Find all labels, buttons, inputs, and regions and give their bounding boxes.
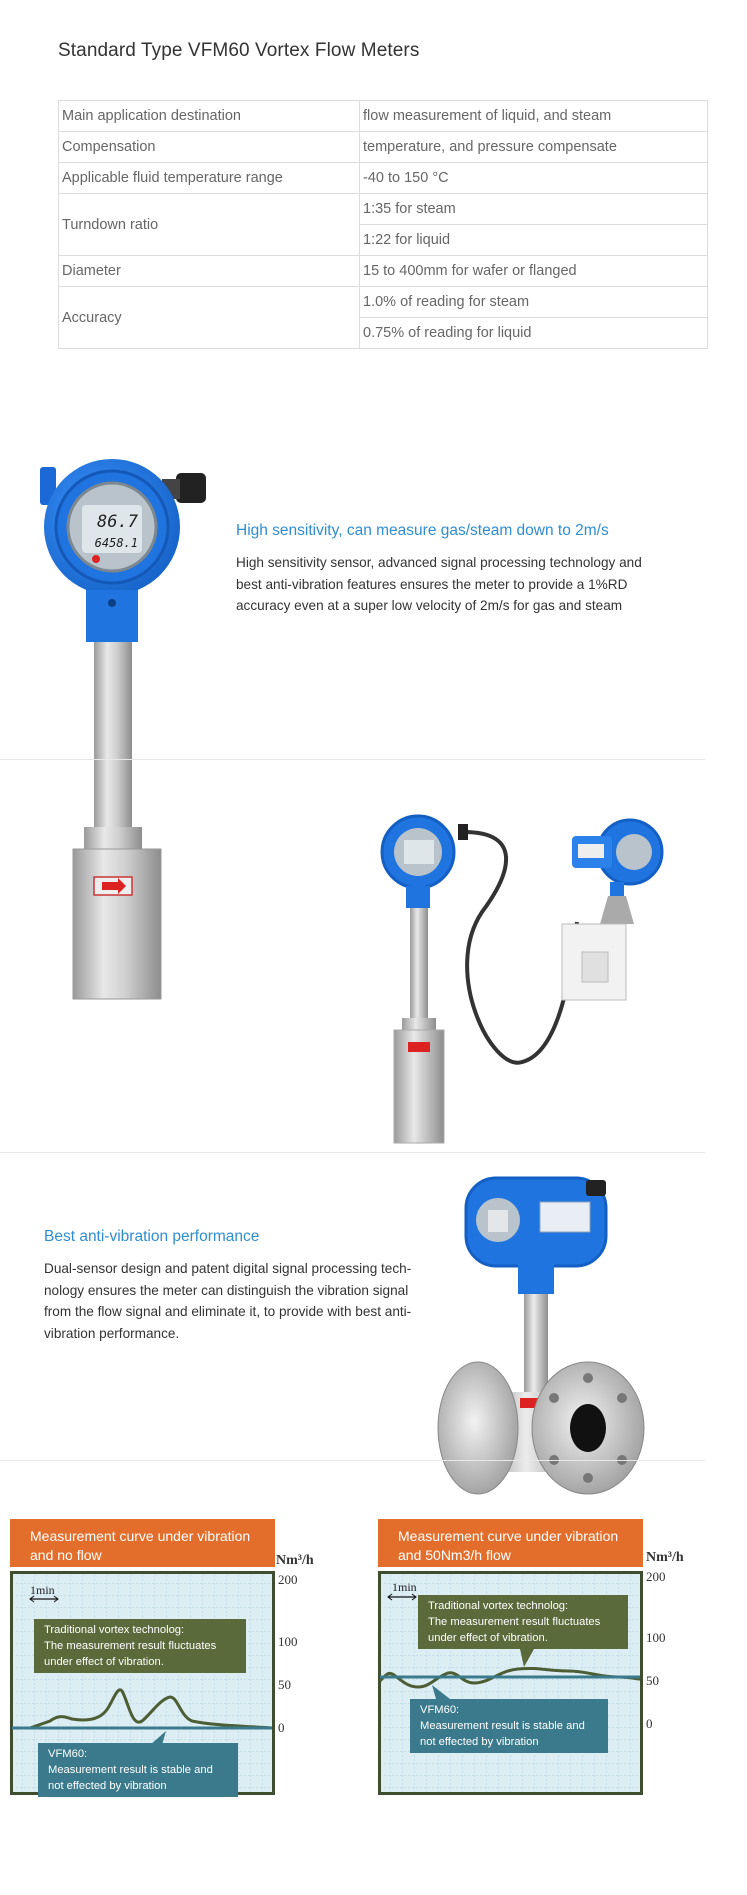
vortex-meter-flanged-image bbox=[436, 1172, 648, 1497]
callout-line: Measurement result is stable and bbox=[420, 1720, 585, 1732]
feature-body-line: nology ensures the meter can distinguish the vibration signal bbox=[44, 1282, 409, 1298]
section-divider bbox=[0, 1460, 705, 1461]
table-row bbox=[59, 101, 708, 132]
callout-vfm60 bbox=[410, 1699, 608, 1753]
lcd-line-2: 6458.1 bbox=[94, 536, 138, 550]
time-scale-label: 1min bbox=[30, 1583, 55, 1597]
feature-high-sensitivity-body bbox=[236, 552, 666, 617]
y-tick-label: 200 bbox=[278, 1572, 298, 1587]
feature-body-line: from the flow signal and eliminate it, to provide with best anti- bbox=[44, 1304, 412, 1319]
chart-unit-label: Nm³/h bbox=[646, 1550, 684, 1565]
table-row bbox=[59, 287, 708, 318]
chart-header bbox=[378, 1519, 643, 1567]
callout-title: Traditional vortex technolog: bbox=[428, 1600, 569, 1612]
y-tick-label: 100 bbox=[278, 1634, 298, 1649]
spec-value: 1.0% of reading for steam bbox=[360, 287, 708, 318]
time-scale-label: 1min bbox=[392, 1580, 417, 1594]
spec-key: Accuracy bbox=[59, 287, 360, 349]
spec-value: flow measurement of liquid, and steam bbox=[360, 101, 708, 132]
feature-body-line: best anti-vibration features ensures the meter to provide a 1%RD bbox=[236, 576, 628, 592]
callout-line: under effect of vibration. bbox=[44, 1656, 164, 1668]
feature-high-sensitivity-title: High sensitivity, can measure gas/steam down to 2m/s bbox=[236, 522, 609, 539]
callout-line: under effect of vibration. bbox=[428, 1632, 548, 1644]
spec-value: 0.75% of reading for liquid bbox=[360, 318, 708, 349]
table-row bbox=[59, 163, 708, 194]
spec-key: Applicable fluid temperature range bbox=[59, 163, 360, 194]
callout-line: The measurement result fluctuates bbox=[44, 1640, 217, 1652]
feature-anti-vibration-body bbox=[44, 1258, 444, 1344]
feature-body-line: vibration performance. bbox=[44, 1325, 180, 1341]
callout-line: not effected by vibration bbox=[420, 1736, 539, 1748]
spec-key: Compensation bbox=[59, 132, 360, 163]
vortex-meter-insertion-image bbox=[38, 455, 218, 1000]
lcd-line-1: 86.7 bbox=[97, 512, 138, 532]
chart-header-line: Measurement curve under vibration bbox=[398, 1528, 619, 1544]
chart-header-line: and 50Nm3/h flow bbox=[398, 1547, 511, 1563]
spec-value: 1:35 for steam bbox=[360, 194, 708, 225]
spec-key: Main application destination bbox=[59, 101, 360, 132]
feature-body-line: High sensitivity sensor, advanced signal processing technology and bbox=[236, 555, 642, 570]
callout-title: VFM60: bbox=[48, 1748, 88, 1760]
spec-value: 1:22 for liquid bbox=[360, 225, 708, 256]
y-tick-label: 0 bbox=[646, 1716, 653, 1731]
callout-vfm60 bbox=[38, 1743, 238, 1797]
chart-header bbox=[10, 1519, 275, 1567]
callout-traditional bbox=[418, 1595, 628, 1649]
feature-body-line: accuracy even at a super low velocity of 2m/s for gas and steam bbox=[236, 598, 623, 613]
table-row bbox=[59, 256, 708, 287]
table-row bbox=[59, 132, 708, 163]
spec-value: -40 to 150 °C bbox=[360, 163, 708, 194]
y-tick-label: 0 bbox=[278, 1720, 285, 1735]
y-tick-label: 100 bbox=[646, 1630, 666, 1645]
callout-line: not effected by vibration bbox=[48, 1780, 167, 1792]
chart-unit-label: Nm³/h bbox=[276, 1553, 314, 1568]
spec-value: 15 to 400mm for wafer or flanged bbox=[360, 256, 708, 287]
vortex-meter-remote-image bbox=[372, 812, 672, 1145]
y-tick-label: 200 bbox=[646, 1569, 666, 1584]
spec-key: Turndown ratio bbox=[59, 194, 360, 256]
chart-header-line: Measurement curve under vibration bbox=[30, 1528, 251, 1544]
chart-header-line: and no flow bbox=[30, 1547, 102, 1563]
section-divider bbox=[0, 759, 705, 760]
y-tick-label: 50 bbox=[278, 1677, 291, 1692]
table-row bbox=[59, 194, 708, 225]
callout-traditional bbox=[34, 1619, 246, 1673]
callout-line: The measurement result fluctuates bbox=[428, 1616, 601, 1628]
y-tick-label: 50 bbox=[646, 1673, 659, 1688]
spec-key: Diameter bbox=[59, 256, 360, 287]
callout-line: Measurement result is stable and bbox=[48, 1764, 213, 1776]
section-divider bbox=[0, 1152, 705, 1153]
callout-title: VFM60: bbox=[420, 1704, 460, 1716]
spec-value: temperature, and pressure compensate bbox=[360, 132, 708, 163]
feature-body-line: Dual-sensor design and patent digital signal processing tech- bbox=[44, 1261, 412, 1276]
callout-title: Traditional vortex technolog: bbox=[44, 1624, 185, 1636]
feature-anti-vibration-title: Best anti-vibration performance bbox=[44, 1228, 260, 1245]
spec-table bbox=[58, 100, 708, 349]
page-title: Standard Type VFM60 Vortex Flow Meters bbox=[58, 40, 420, 61]
